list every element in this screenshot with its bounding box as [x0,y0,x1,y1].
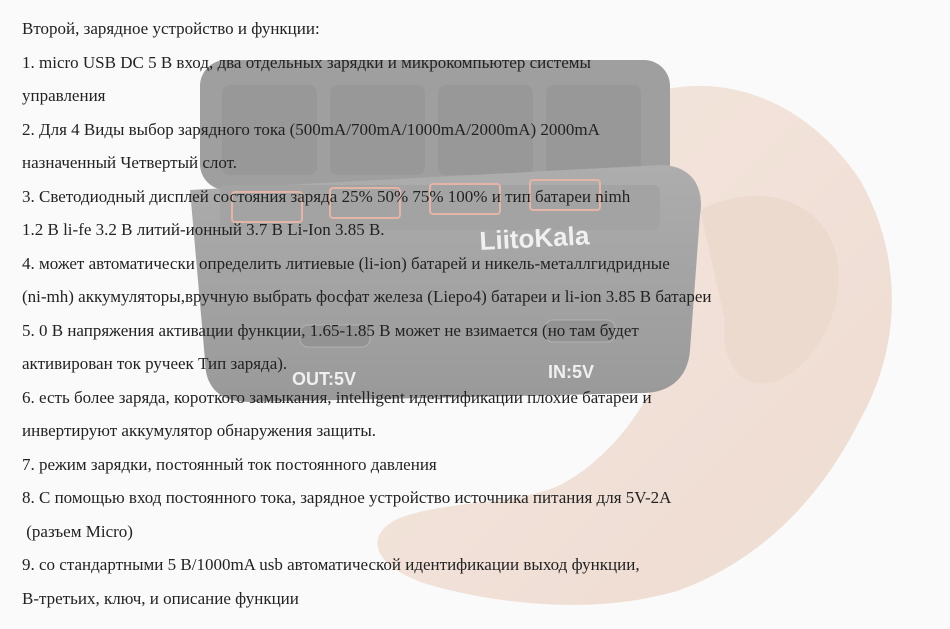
text-line: 8. С помощью вход постоянного тока, зарядное устройство источника питания для 5V-2A [22,488,672,507]
text-line: 9. со стандартными 5 В/1000mA usb автоматической идентификации выход функции, [22,555,640,574]
text-line: управления [22,86,106,105]
text-line: назначенный Четвертый слот. [22,153,238,172]
text-line: 3. Светодиодный дисплей состояния заряда 25% 50% 75% 100% и тип батареи nimh [22,186,631,206]
text-line: В-третьих, ключ, и описание функции [22,588,299,608]
text-line: 5. 0 В напряжения активации функции, 1.65-1.85 В может не взимается (но там будет [22,320,639,340]
text-line: 2. Для 4 Виды выбор зарядного тока (500mA/700mA/1000mA/2000mA) 2000mA [22,119,600,139]
text-line: 6. есть более заряда, короткого замыкания, intelligent идентификации плохие батареи и [22,387,652,407]
text-line: инвертируют аккумулятор обнаружения защиты. [22,421,376,440]
text-line: активирован ток ручеек Тип заряда). [22,354,288,373]
text-line: 1. micro USB DC 5 В вход, два отдельных зарядки и микрокомпьютер системы [22,52,591,72]
text-line: 7. режим зарядки, постоянный ток постоянного давления [22,454,437,474]
text-line: (ni-mh) аккумуляторы,вручную выбрать фосфат железа (Liepo4) батареи и li-ion 3.85 В батареи [22,287,712,306]
text-line: 1.2 В li-fe 3.2 В литий-ионный 3.7 В Li-Ion 3.85 В. [22,220,385,239]
section-title: Второй, зарядное устройство и функции: [22,19,320,38]
text-line: (разъем Micro) [22,521,133,541]
text-line: 4. может автоматически определить литиевые (li-ion) батарей и никель-металлгидридные [22,253,670,273]
feature-text-block [22,12,932,615]
